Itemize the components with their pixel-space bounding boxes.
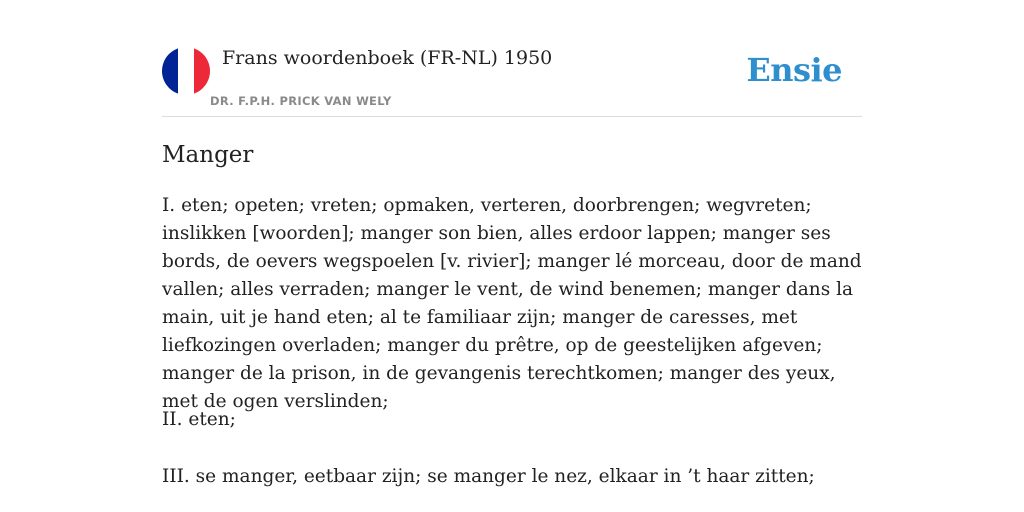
entry-headword: Manger	[162, 142, 254, 168]
flag-stripe-white	[178, 47, 194, 95]
brand-logo[interactable]: Ensie	[746, 51, 842, 89]
french-flag-icon	[162, 47, 210, 95]
dictionary-title[interactable]: Frans woordenboek (FR-NL) 1950	[222, 47, 553, 69]
dictionary-header	[162, 0, 862, 117]
definition-2: II. eten;	[162, 409, 236, 430]
definition-1: I. eten; opeten; vreten; opmaken, verteren, doorbrengen; wegvreten; inslikken [woorden]; manger son bien, alles erdoor lappen; manger ses bords, de oevers wegspoelen [v. rivier]; manger lé morceau, door de mand vallen; alles verraden; manger le vent, de wind benemen; manger dans la main, uit je hand eten; al te familiaar zijn; manger de caresses, met liefkozingen overladen; manger du prêtre, op de geestelijken afgeven; manger de la prison, in de gevangenis terechtkomen; manger des yeux, met de ogen verslinden;	[162, 195, 862, 412]
flag-stripe-red	[194, 47, 210, 95]
flag-stripe-blue	[162, 47, 178, 95]
page-container	[162, 0, 862, 487]
dictionary-author: DR. F.P.H. PRICK VAN WELY	[210, 94, 392, 108]
definition-3: III. se manger, eetbaar zijn; se manger le nez, elkaar in ’t haar zitten;	[162, 466, 815, 487]
